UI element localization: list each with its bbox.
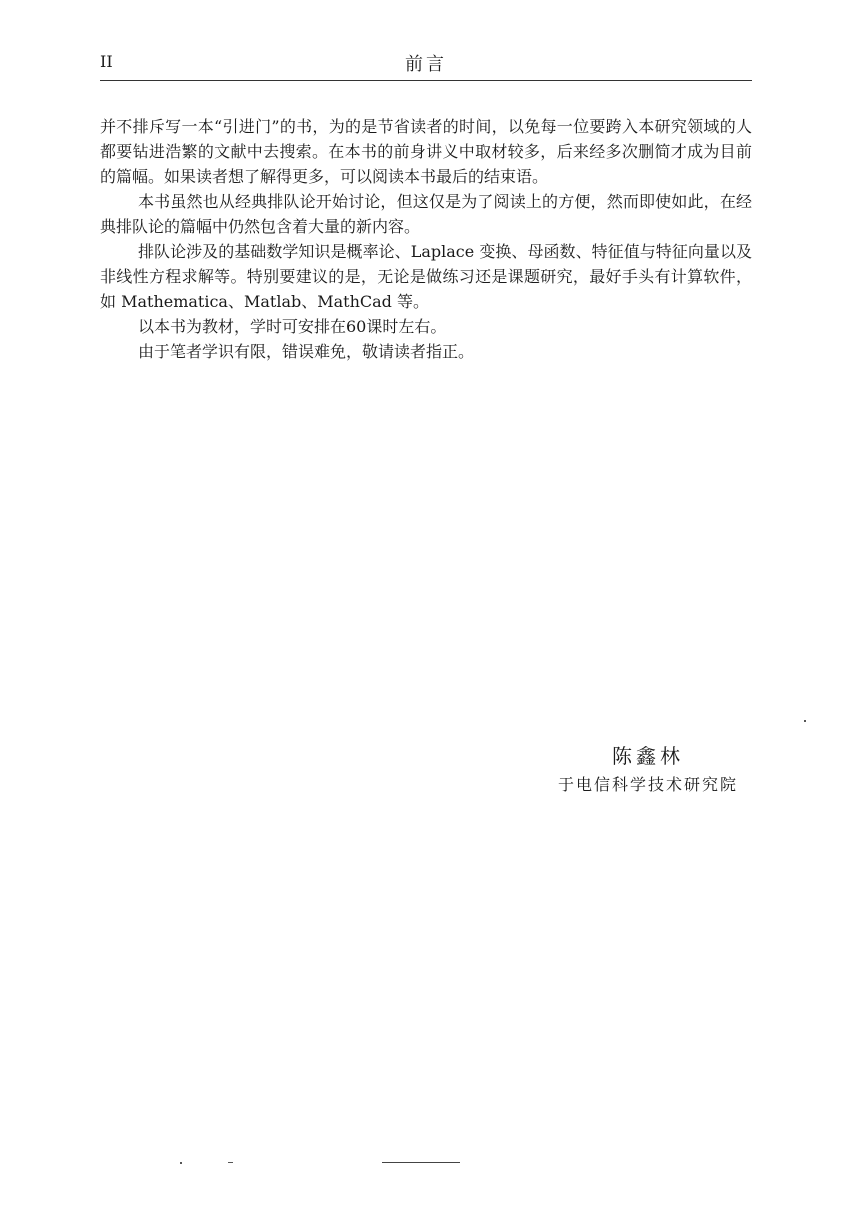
paragraph: 由于笔者学识有限，错误难免，敬请读者指正。 — [138, 342, 475, 361]
scan-speck — [180, 1162, 182, 1164]
body-text — [100, 114, 752, 364]
scan-speck — [228, 1162, 233, 1163]
author-name: 陈鑫林 — [612, 744, 684, 768]
paragraph: 本书虽然也从经典排队论开始讨论，但这仅是为了阅读上的方便，然而即使如此，在经典排队论的篇幅中仍然包含着大量的新内容。 — [100, 192, 752, 236]
paragraph: 以本书为教材，学时可安排在60课时左右。 — [138, 317, 447, 336]
footer-rule — [382, 1162, 460, 1163]
page-number: II — [100, 52, 113, 71]
paragraph: 并不排斥写一本“引进门”的书，为的是节省读者的时间，以免每一位要跨入本研究领域的人都要钻进浩繁的文献中去搜索。在本书的前身讲义中取材较多，后来经多次删简才成为目前的篇幅。如果读者想了解得更多，可以阅读本书最后的结束语。 — [100, 117, 752, 186]
running-title: 前言 — [405, 54, 447, 75]
scan-speck — [804, 720, 806, 722]
author-affiliation: 于电信科学技术研究院 — [558, 775, 739, 794]
paragraph: 排队论涉及的基础数学知识是概率论、Laplace 变换、母函数、特征值与特征向量以及非线性方程求解等。特别要建议的是，无论是做练习还是课题研究，最好手头有计算软件，如 Mathematica、Matlab、MathCad 等。 — [100, 242, 752, 311]
page-header — [100, 48, 752, 81]
